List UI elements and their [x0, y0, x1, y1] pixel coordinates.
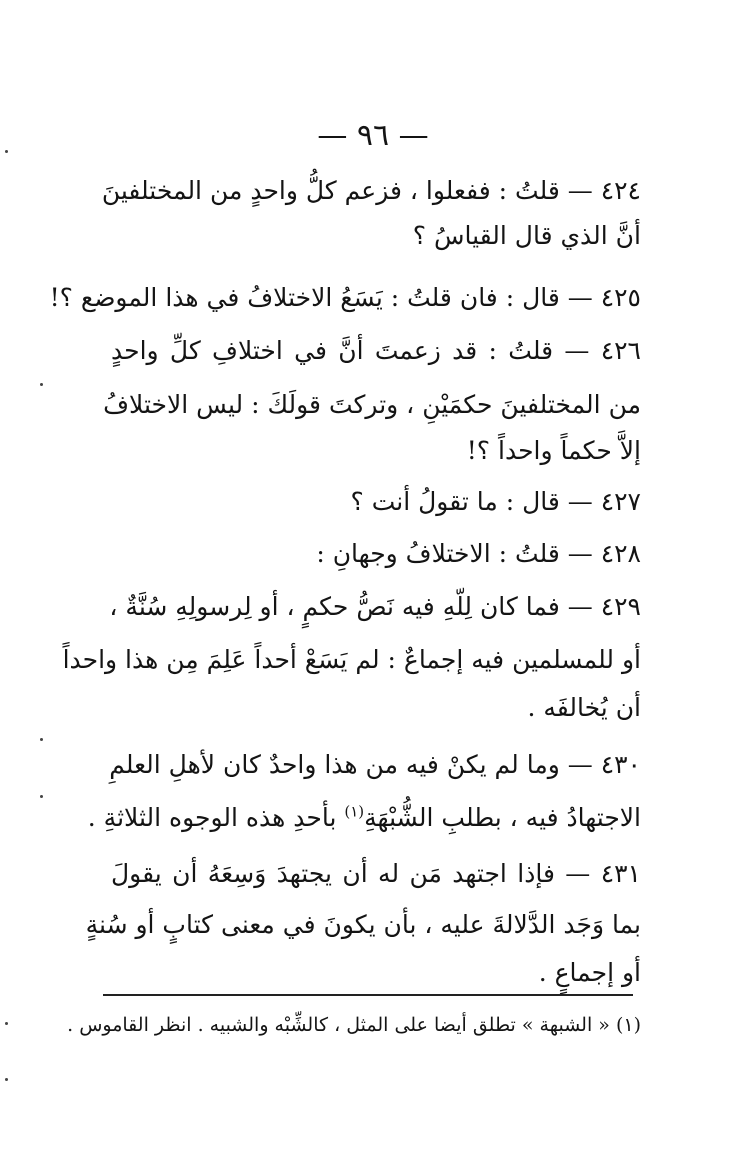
paragraph-428-line-1: ٤٢٨ — قلتُ : الاختلافُ وجهانِ :	[316, 539, 641, 568]
paragraph-430-line-2-end: بأحدِ هذه الوجوه الثلاثةِ .	[87, 803, 345, 832]
paragraph-427-line-1: ٤٢٧ — قال : ما تقولُ أنت ؟	[350, 487, 641, 516]
paragraph-426-line-3: إلاَّ حكماً واحداً ؟!	[466, 436, 641, 465]
footnote-divider	[103, 994, 633, 996]
page-number: — ٩٦ —	[317, 118, 429, 153]
scan-speck	[5, 150, 8, 153]
scan-speck	[5, 1022, 8, 1025]
footnote-reference-marker: (١)	[344, 802, 365, 821]
paragraph-429-line-1: ٤٢٩ — فما كان لِلّهِ فيه نَصُّ حكمٍ ، أو لِرسولِهِ سُنَّةٌ ،	[109, 592, 641, 621]
paragraph-425-line-1: ٤٢٥ — قال : فان قلتُ : يَسَعُ الاختلافُ في هذا الموضع ؟!	[49, 283, 641, 312]
paragraph-429-line-3: أن يُخالفَه .	[527, 693, 641, 722]
paragraph-430-line-2	[87, 790, 641, 846]
scan-speck	[5, 1078, 8, 1081]
paragraph-426-line-1: ٤٢٦ — قلتُ : قد زعمتَ أنَّ في اختلافِ كلِّ واحدٍ	[111, 336, 641, 365]
paragraph-430-line-2-start: الاجتهادُ فيه ، بطلبِ الشُّبْهَةِ	[364, 803, 641, 832]
paragraph-431-line-2: بما وَجَد الدَّلالةَ عليه ، بأن يكونَ في معنى كتابٍ أو سُنةٍ	[85, 910, 641, 939]
paragraph-431-line-1: ٤٣١ — فإذا اجتهد مَن له أن يجتهدَ وَسِعَهُ أن يقولَ	[111, 859, 641, 888]
scan-speck	[40, 795, 43, 798]
scan-speck	[40, 738, 43, 741]
paragraph-424-line-2: أنَّ الذي قال القياسُ ؟	[412, 221, 641, 250]
footnote: (١) « الشبهة » تطلق أيضا على المثل ، كالشِّبْه والشبيه . انظر القاموس .	[67, 1014, 641, 1036]
paragraph-426-line-2: من المختلفينَ حكمَيْنِ ، وتركتَ قولَكَ : ليس الاختلافُ	[103, 390, 641, 419]
scan-speck	[40, 383, 43, 386]
paragraph-424-line-1: ٤٢٤ — قلتُ : ففعلوا ، فزعم كلُّ واحدٍ من المختلفينَ	[101, 176, 641, 205]
paragraph-429-line-2: أو للمسلمين فيه إجماعٌ : لم يَسَعْ أحداً عَلِمَ مِن هذا واحداً	[62, 645, 641, 674]
paragraph-431-line-3: أو إجماعٍ .	[538, 958, 641, 987]
paragraph-430-line-1: ٤٣٠ — وما لم يكنْ فيه من هذا واحدٌ كان لأهلِ العلمِ	[109, 750, 641, 779]
